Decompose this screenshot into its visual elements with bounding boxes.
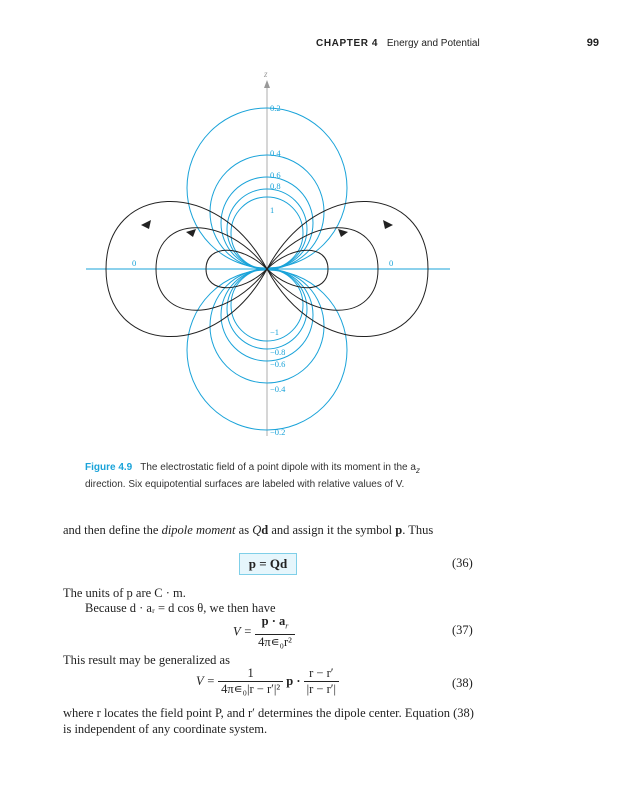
z-axis-label: z xyxy=(264,69,268,79)
equation-38-f2-denominator: |r − r′| xyxy=(306,682,336,696)
figure-label: Figure 4.9 xyxy=(85,462,133,473)
field-arrow-4 xyxy=(186,229,196,237)
chapter-heading xyxy=(316,38,480,49)
field-arrow-3 xyxy=(141,220,151,229)
paragraph-independent: is independent of any coordinate system. xyxy=(63,722,268,736)
equipotential-surfaces xyxy=(86,108,450,430)
equation-38-fraction-1 xyxy=(218,666,283,697)
paragraph-generalized: This result may be generalized as xyxy=(63,653,230,667)
z-axis xyxy=(263,69,270,436)
field-arrow-2 xyxy=(338,229,348,237)
equation-36-number: (36) xyxy=(452,556,473,570)
label-0.2: 0.2 xyxy=(270,103,281,113)
paragraph-where-r: where r locates the field point P, and r′ determines the dipole center. Equation (38) xyxy=(63,706,474,720)
label-neg-0.6: −0.6 xyxy=(270,359,286,369)
equation-37-fraction xyxy=(255,614,295,650)
symbol-d: d xyxy=(261,523,269,537)
equation-38 xyxy=(196,666,339,697)
dipole-moment-term: dipole moment xyxy=(161,523,236,537)
page-number: 99 xyxy=(586,37,599,49)
equation-36: p = Qd xyxy=(248,556,288,571)
dipole-diagram xyxy=(78,64,468,448)
equation-38-fraction-2 xyxy=(304,666,339,697)
equation-37-num-sub: r xyxy=(285,621,289,631)
equation-37-lhs: V = xyxy=(233,624,252,639)
text-run: and then define the xyxy=(63,523,162,537)
text-run: as xyxy=(235,523,253,537)
paragraph-dipole-moment xyxy=(63,522,433,538)
dipole-field-figure xyxy=(78,64,468,448)
equation-38-number: (38) xyxy=(452,676,473,690)
text-run: and assign it the symbol xyxy=(268,523,396,537)
label-0.8: 0.8 xyxy=(270,181,281,191)
label-neg-0.8: −0.8 xyxy=(270,347,286,357)
equation-38-middle: p · xyxy=(286,674,301,688)
label-neg-1: −1 xyxy=(270,327,280,337)
equation-37-number: (37) xyxy=(452,623,473,637)
caption-line-2: direction. Six equipotential surfaces are labeled with relative values of V. xyxy=(85,479,405,490)
equation-37-denominator: 4π∊₀r² xyxy=(258,634,292,649)
equation-37-num-text: p · a xyxy=(261,614,286,628)
equation-36-box xyxy=(239,553,297,575)
label-zero-left: 0 xyxy=(132,258,137,268)
symbol-p: p xyxy=(395,523,403,537)
label-zero-right: 0 xyxy=(389,258,394,268)
figure-caption xyxy=(85,461,485,492)
label-neg-0.2: −0.2 xyxy=(270,427,286,437)
equation-38-f2-numerator: r − r′ xyxy=(304,666,339,682)
label-neg-0.4: −0.4 xyxy=(270,384,286,394)
chapter-title: Energy and Potential xyxy=(386,38,480,49)
caption-line-1: The electrostatic field of a point dipole with its moment in the a xyxy=(140,462,416,473)
label-1: 1 xyxy=(270,205,275,215)
equation-38-lhs: V = xyxy=(196,674,215,688)
z-axis-arrowhead xyxy=(264,80,270,88)
text-run: . Thus xyxy=(402,523,434,537)
chapter-label: CHAPTER 4 xyxy=(316,38,379,49)
equation-38-f1-denominator: 4π∊₀|r − r′|² xyxy=(221,682,281,696)
label-0.4: 0.4 xyxy=(270,148,281,158)
symbol-q: Q xyxy=(252,523,262,537)
caption-subscript: z xyxy=(415,466,420,475)
paragraph-units: The units of p are C · m. xyxy=(63,586,186,600)
label-0.6: 0.6 xyxy=(270,170,281,180)
equation-37 xyxy=(233,614,295,650)
equation-38-f1-numerator: 1 xyxy=(218,666,283,682)
equation-37-numerator xyxy=(255,614,295,635)
paragraph-because: Because d · aᵣ = d cos θ, we then have xyxy=(85,601,276,615)
running-header xyxy=(0,36,627,52)
field-arrow-1 xyxy=(383,220,393,229)
